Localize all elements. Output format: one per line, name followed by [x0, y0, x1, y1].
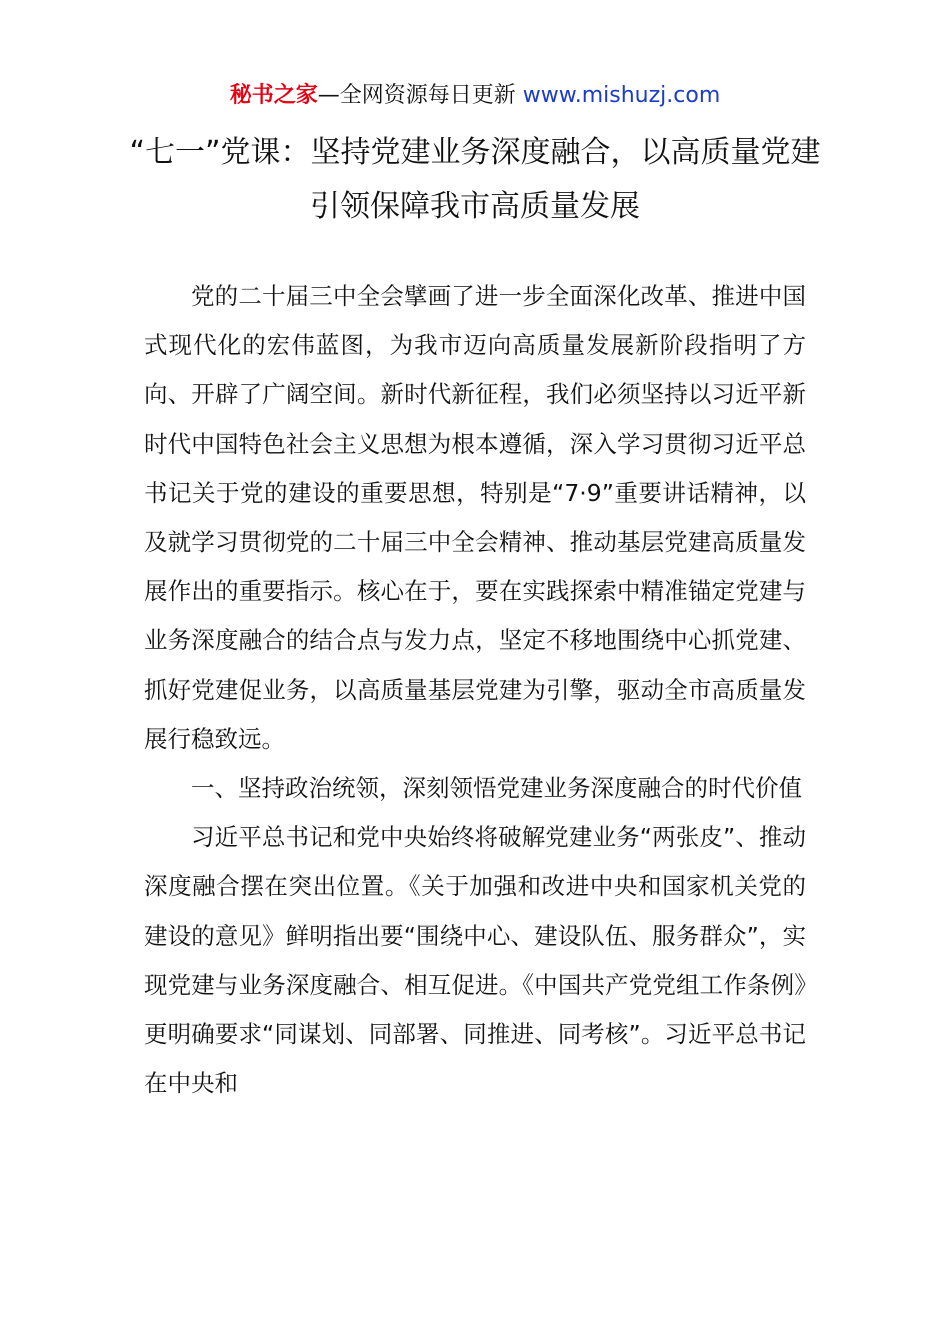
site-header	[0, 80, 950, 112]
section-heading: 一、坚持政治统领，深刻领悟党建业务深度融合的时代价值	[191, 774, 802, 803]
site-tagline: —全网资源每日更新	[317, 83, 523, 108]
site-url-link[interactable]: www.mishuzj.com	[522, 83, 721, 108]
site-brand: 秘书之家	[229, 83, 318, 108]
document-title: “七一”党课：坚持党建业务深度融合，以高质量党建引领保障我市高质量发展	[129, 135, 821, 224]
body-paragraph: 党的二十届三中全会擘画了进一步全面深化改革、推进中国式现代化的宏伟蓝图，为我市迈向高质量发展新阶段指明了方向、开辟了广阔空间。新时代新征程，我们必须坚持以习近平新时代中国特色社会主义思想为根本遵循，深入学习贯彻习近平总书记关于党的建设的重要思想，特别是“7·9”重要讲话精神，以及就学习贯彻党的二十届三中全会精神、推动基层党建高质量发展作出的重要指示。核心在于，要在实践探索中精准锚定党建与业务深度融合的结合点与发力点，坚定不移地围绕中心抓党建、抓好党建促业务，以高质量基层党建为引擎，驱动全市高质量发展行稳致远。	[144, 282, 806, 753]
document-body	[144, 272, 806, 1108]
body-paragraph: 习近平总书记和党中央始终将破解党建业务“两张皮”、推动深度融合摆在突出位置。《关于加强和改进中央和国家机关党的建设的意见》鲜明指出要“围绕中心、建设队伍、服务群众”，实现党建与业务深度融合、相互促进。《中国共产党党组工作条例》更明确要求“同谋划、同部署、同推进、同考核”。习近平总书记在中央和	[144, 823, 806, 1098]
